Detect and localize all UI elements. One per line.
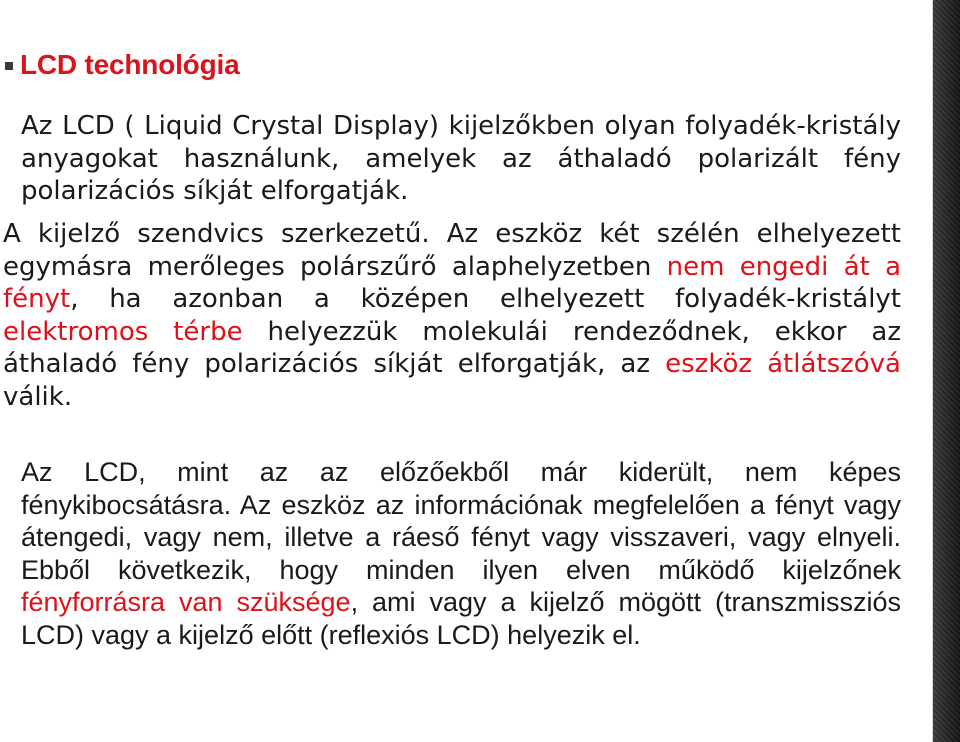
slide-header [0,44,239,86]
intro-paragraph [21,110,901,208]
highlight-electric-field: elektromos térbe [3,316,243,347]
text-run: Az LCD ( Liquid Crystal Display) kijelzőkben olyan folyadék-kristály anyagokat használunk, amelyek az áthaladó polarizált fény polarizációs síkját elforgatják. [21,111,901,206]
light-source-paragraph [21,456,901,651]
highlight-needs-light-source: fényforrásra van szüksége [21,587,351,617]
slide-title: LCD technológia [20,49,240,80]
structure-paragraph [3,218,901,413]
square-bullet-icon [5,62,13,70]
highlight-blocks-light: nem engedi át a fényt [3,251,902,314]
decorative-side-strip [932,0,960,742]
text-run: A kijelző szendvics szerkezetű. Az eszköz két szélén elhelyezett egymásra merőleges polárszűrő alaphelyzetben [3,219,901,282]
text-run: , ha azonban a középen elhelyezett folyadék-kristályt [70,284,901,314]
text-run: , ami vagy a kijelző mögött (transzmissziós LCD) vagy a kijelző előtt (reflexiós LCD) helyezik el. [21,587,901,650]
text-run: helyezzük molekulái rendeződnek, ekkor az áthaladó fény polarizációs síkját elforgatják, az [3,316,901,379]
highlight-transparent: eszköz átlátszóvá [665,349,901,379]
text-run: Az LCD, mint az az előzőekből már kiderült, nem képes fénykibocsátásra. Az eszköz az információnak megfelelően a fényt vagy átengedi, vagy nem, illetve a ráeső fényt vagy visszaveri, vagy elnyeli. Ebből következik, hogy minden ilyen elven működő kijelzőnek [21,457,901,585]
text-run: válik. [3,381,73,412]
